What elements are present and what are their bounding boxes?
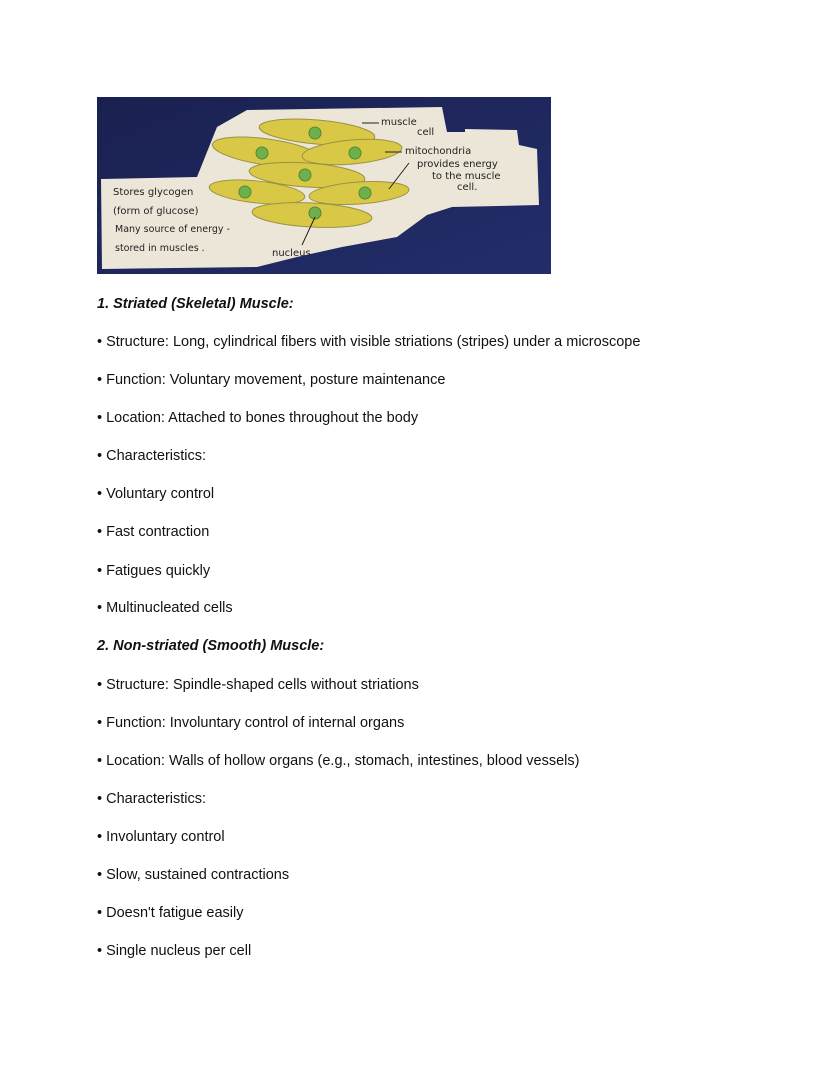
list-item: • Location: Attached to bones throughout the body [97,410,419,426]
list-item: • Doesn't fatigue easily [97,905,244,921]
svg-text:to the muscle: to the muscle [432,171,501,182]
svg-text:cell: cell [417,127,435,138]
list-item: • Function: Involuntary control of internal organs [97,715,405,731]
list-item: • Voluntary control [97,486,215,502]
list-item: • Single nucleus per cell [97,943,252,959]
list-item: • Fast contraction [97,524,210,540]
list-item: • Location: Walls of hollow organs (e.g., stomach, intestines, blood vessels) [97,753,580,769]
list-item: • Structure: Spindle-shaped cells without striations [97,677,419,693]
list-item: • Multinucleated cells [97,600,233,616]
list-item: • Function: Voluntary movement, posture maintenance [97,372,446,388]
label-nucleus: nucleus [272,248,311,259]
label-mitochondria: mitochondria [405,146,472,157]
svg-text:Many source of energy -: Many source of energy - [115,224,230,235]
svg-text:(form of glucose): (form of glucose) [113,206,199,217]
list-item: • Slow, sustained contractions [97,867,290,883]
svg-text:cell.: cell. [457,182,478,193]
list-item: • Characteristics: [97,791,207,807]
svg-text:stored in muscles .: stored in muscles . [115,243,205,254]
list-item: • Characteristics: [97,448,207,464]
smooth-muscle-diagram-image [97,97,551,274]
list-item: • Involuntary control [97,829,225,845]
list-item: • Fatigues quickly [97,563,211,579]
section-heading-striated: 1. Striated (Skeletal) Muscle: [97,296,294,312]
label-glycogen: Stores glycogen [113,187,194,198]
svg-text:provides energy: provides energy [417,159,498,170]
list-item: • Structure: Long, cylindrical fibers with visible striations (stripes) under a microscope [97,334,641,350]
label-muscle-cell: muscle [381,117,417,128]
section-heading-non-striated: 2. Non-striated (Smooth) Muscle: [97,638,325,654]
